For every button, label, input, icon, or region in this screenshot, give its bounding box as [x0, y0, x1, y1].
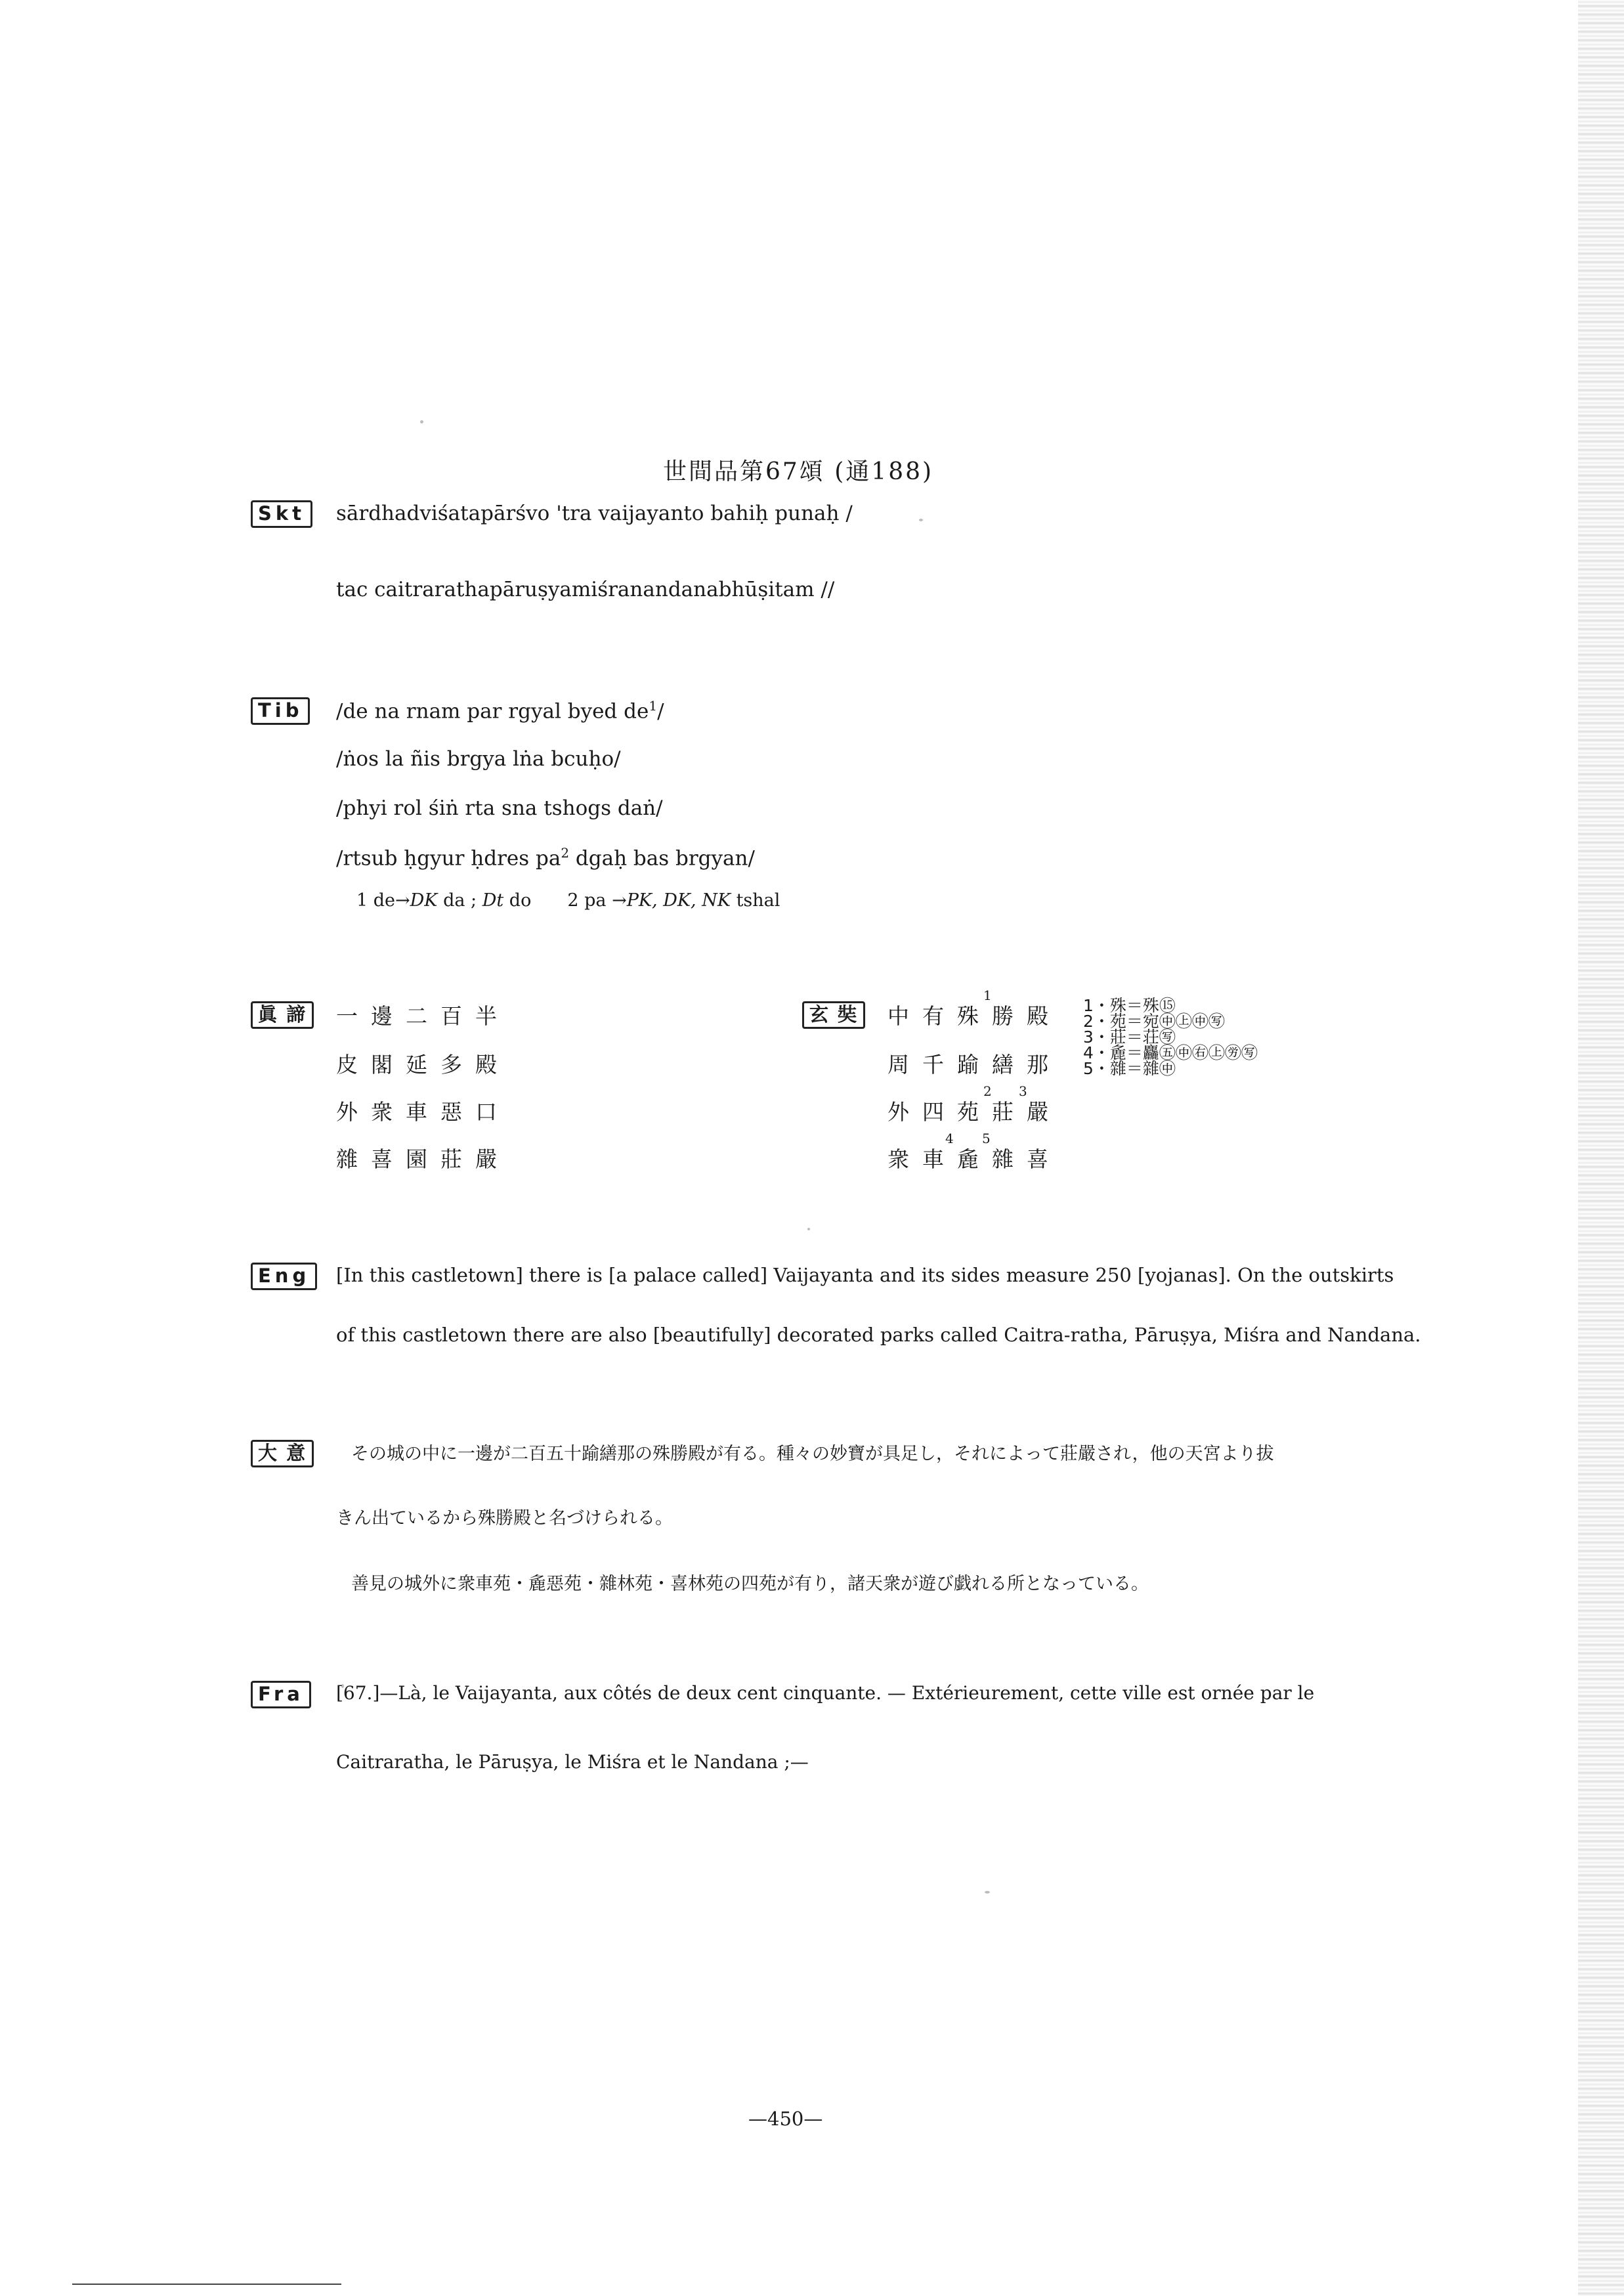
footnote-edition: DK [410, 890, 438, 911]
variant-marker: 3 [1019, 1083, 1027, 1099]
variant-reading: 3・莊＝荘㊢ [1083, 1028, 1176, 1047]
variant-reading: 2・苑＝宛㊥㊤㊥㊢ [1083, 1012, 1225, 1031]
xuanzang-line-3: 外四苑莊嚴 [887, 1099, 1061, 1125]
tib-line-3 [336, 796, 663, 820]
summary-tag: 大 意 [251, 1440, 314, 1467]
variant-readings [1083, 998, 1258, 1077]
scan-bottom-line [72, 2284, 341, 2285]
summary-line-2: きん出ているから殊勝殿と名づけられる。 [336, 1508, 673, 1528]
scan-speck [985, 1891, 990, 1894]
xuanzang-tag: 玄 奘 [802, 1001, 865, 1029]
skt-tag: Skt [251, 500, 312, 528]
tib-line-1 [336, 698, 664, 723]
footnote-text: tshal [731, 890, 780, 911]
xuanzang-line-1: 中有殊勝殿 [887, 1003, 1061, 1029]
variant-marker: 2 [983, 1083, 992, 1099]
scan-speck [919, 519, 923, 521]
tib-line-text: /phyi rol śiṅ rta sna tshogs daṅ/ [336, 796, 663, 820]
tib-line-text: /rtsub ḥgyur ḥdres pa [336, 846, 561, 871]
tib-line-text: /de na rnam par rgyal byed de [336, 699, 649, 724]
footnote-text: 2 pa → [567, 890, 627, 911]
variant-marker: 5 [982, 1131, 991, 1146]
zhendi-tag: 眞 諦 [251, 1001, 314, 1029]
tib-note-marker: 2 [561, 845, 570, 861]
tib-footnotes [356, 890, 780, 911]
fra-line-1: [67.]—Là, le Vaijayanta, aux côtés de deux cent cinquante. — Extérieurement, cette ville est ornée par le [336, 1682, 1315, 1704]
variant-reading: 1・殊＝殊⑮ [1083, 996, 1176, 1015]
footnote-text: da ; [437, 890, 482, 911]
scan-speck [807, 1228, 810, 1230]
tib-line-end: dgaḥ bas brgyan/ [569, 846, 755, 871]
page-number: —450— [748, 2108, 823, 2130]
eng-tag: Eng [251, 1263, 317, 1290]
variant-marker: 4 [945, 1131, 954, 1146]
scan-speck [420, 420, 423, 423]
summary-line-3: 善見の城外に衆車苑・麁惡苑・雜林苑・喜林苑の四苑が有り，諸天衆が遊び戯れる所となっている。 [351, 1574, 1149, 1594]
tib-line-2 [336, 747, 621, 771]
tib-note-marker: 1 [649, 698, 658, 714]
skt-line-2: tac caitrarathapāruṣyamiśranandanabhūṣitam // [336, 578, 835, 601]
zhendi-line-2: 皮閣延多殿 [336, 1052, 510, 1077]
fra-line-2: Caitraratha, le Pāruṣya, le Miśra et le Nandana ;— [336, 1751, 809, 1773]
summary-line-1: その城の中に一邊が二百五十踰繕那の殊勝殿が有る。種々の妙寶が具足し，それによって莊嚴され，他の天宮より拔 [351, 1444, 1274, 1464]
xuanzang-line-4: 衆車麁雜喜 [887, 1146, 1061, 1172]
zhendi-line-1: 一邊二百半 [336, 1003, 510, 1029]
xuanzang-line-2: 周千踰繕那 [887, 1052, 1061, 1077]
verse-heading: 世間品第67頌 (通188) [663, 458, 934, 485]
scan-edge-shadow [1578, 0, 1624, 2296]
footnote-text: do [503, 890, 532, 911]
variant-marker: 1 [983, 987, 992, 1003]
tib-tag: Tib [251, 697, 310, 725]
eng-line-1: [In this castletown] there is [a palace called] Vaijayanta and its sides measure 250 [yojanas]. On the outskirts [336, 1264, 1394, 1286]
tib-line-text: /ṅos la ñis brgya lṅa bcuḥo/ [336, 747, 621, 771]
tib-line-end: / [657, 699, 664, 724]
zhendi-line-4: 雜喜園莊嚴 [336, 1146, 510, 1172]
footnote-edition: Dt [482, 890, 504, 911]
tib-line-4 [336, 845, 755, 870]
footnote-text: 1 de→ [356, 890, 410, 911]
footnote-edition: PK, DK, NK [626, 890, 731, 911]
zhendi-line-3: 外衆車惡口 [336, 1099, 510, 1125]
eng-line-2: of this castletown there are also [beautifully] decorated parks called Caitra-ratha, Pāruṣya, Miśra and Nandana. [336, 1324, 1421, 1346]
skt-line-1: sārdhadviśatapārśvo 'tra vaijayanto bahiḥ punaḥ / [336, 502, 853, 525]
fra-tag: Fra [251, 1681, 311, 1708]
variant-reading: 5・雜＝雜㊥ [1083, 1059, 1176, 1078]
variant-reading: 4・麁＝麤㊄㊥㊨㊤㊘㊢ [1083, 1043, 1258, 1062]
